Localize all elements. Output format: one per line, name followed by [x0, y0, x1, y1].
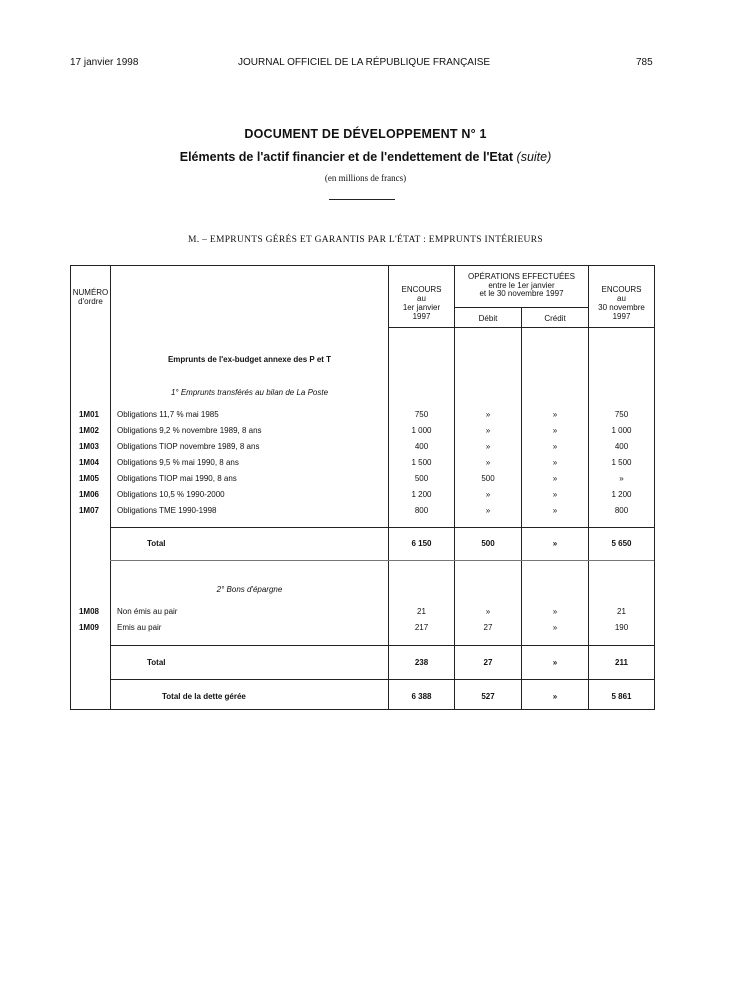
- row-label: Obligations 10,5 % 1990-2000: [117, 490, 385, 499]
- table-border-left: [70, 265, 71, 710]
- row-encours-end: 800: [614, 506, 629, 515]
- section-heading: M. – EMPRUNTS GÉRÉS ET GARANTIS PAR L'ÉTAT : EMPRUNTS INTÉRIEURS: [188, 235, 543, 245]
- row-credit: »: [552, 490, 558, 499]
- row-debit: »: [485, 442, 491, 451]
- subsection-title-1: 1° Emprunts transférés au bilan de La Poste: [170, 388, 329, 397]
- col-divider: [454, 265, 455, 710]
- total2-bottom-rule: [110, 679, 654, 680]
- row-label: Emis au pair: [117, 623, 385, 632]
- row-label: Obligations TIOP novembre 1989, 8 ans: [117, 442, 385, 451]
- row-credit: »: [552, 410, 558, 419]
- row-credit: »: [552, 623, 558, 632]
- row-encours-end: 1 500: [611, 458, 632, 467]
- row-debit: »: [485, 506, 491, 515]
- col-divider: [588, 265, 589, 710]
- row-credit: »: [552, 442, 558, 451]
- col-header-encours-end: ENCOURS au 30 novembre 1997: [598, 285, 645, 321]
- row-label: Obligations 9,5 % mai 1990, 8 ans: [117, 458, 385, 467]
- row-label: Obligations 11,7 % mai 1985: [117, 410, 385, 419]
- header-page-number: 785: [636, 57, 653, 68]
- document-subtitle: Eléments de l'actif financier et de l'endettement de l'Etat (suite): [179, 150, 552, 164]
- total2-top-rule: [110, 645, 654, 646]
- row-encours-start: 500: [414, 474, 429, 483]
- header-date: 17 janvier 1998: [70, 57, 139, 68]
- col-header-operations: OPÉRATIONS EFFECTUÉES entre le 1er janvier et le 30 novembre 1997: [468, 272, 575, 298]
- row-code: 1M01: [78, 410, 99, 419]
- row-code: 1M04: [78, 458, 99, 467]
- row-encours-end: 190: [614, 623, 629, 632]
- row-label: Obligations TIOP mai 1990, 8 ans: [117, 474, 385, 483]
- table-border-top: [70, 265, 655, 266]
- col-divider: [388, 265, 389, 710]
- row-debit: 27: [483, 623, 493, 632]
- document-title: DOCUMENT DE DÉVELOPPEMENT N° 1: [244, 127, 487, 141]
- row-code: 1M06: [78, 490, 99, 499]
- row-code: 1M09: [78, 623, 99, 632]
- row-debit: »: [485, 458, 491, 467]
- subsection-title-2: 2° Bons d'épargne: [216, 585, 283, 594]
- row-credit: »: [552, 474, 558, 483]
- row-code: 1M07: [78, 506, 99, 515]
- total1-bottom-rule: [110, 560, 654, 561]
- row-encours-start: 21: [417, 607, 426, 616]
- row-debit: »: [485, 426, 491, 435]
- row-encours-start: 1 000: [411, 426, 432, 435]
- row-debit: »: [485, 607, 491, 616]
- row-debit: 500: [481, 474, 495, 483]
- col-header-numero: NUMÉRO d'ordre: [72, 288, 109, 306]
- row-encours-start: 1 500: [411, 458, 432, 467]
- row-encours-end: 21: [617, 607, 626, 616]
- title-divider: [329, 199, 395, 200]
- col-divider: [110, 265, 111, 710]
- header-journal: JOURNAL OFFICIEL DE LA RÉPUBLIQUE FRANÇAISE: [238, 57, 491, 68]
- row-encours-end: 1 200: [611, 490, 632, 499]
- row-code: 1M03: [78, 442, 99, 451]
- row-encours-end: 750: [614, 410, 629, 419]
- total1-top-rule: [110, 527, 654, 528]
- row-credit: »: [552, 458, 558, 467]
- row-label: Obligations TME 1990-1998: [117, 506, 385, 515]
- row-label: Non émis au pair: [117, 607, 385, 616]
- col-header-encours-start: ENCOURS au 1er janvier 1997: [401, 285, 442, 321]
- row-credit: »: [552, 506, 558, 515]
- row-encours-end: »: [619, 474, 624, 483]
- row-debit: »: [485, 490, 491, 499]
- row-encours-start: 217: [414, 623, 429, 632]
- row-encours-start: 400: [414, 442, 429, 451]
- ops-header-divider: [454, 307, 588, 308]
- row-encours-start: 800: [414, 506, 429, 515]
- row-code: 1M05: [78, 474, 99, 483]
- row-code: 1M08: [78, 607, 99, 616]
- row-debit: »: [485, 410, 491, 419]
- row-encours-start: 1 200: [411, 490, 432, 499]
- table-border-right: [654, 265, 655, 710]
- col-header-credit: Crédit: [544, 314, 566, 323]
- row-credit: »: [552, 607, 558, 616]
- row-label: Obligations 9,2 % novembre 1989, 8 ans: [117, 426, 385, 435]
- row-credit: »: [552, 426, 558, 435]
- row-encours-end: 400: [614, 442, 629, 451]
- group-title: Emprunts de l'ex-budget annexe des P et T: [167, 355, 332, 364]
- table-border-bottom: [70, 709, 655, 710]
- col-header-debit: Débit: [478, 314, 498, 323]
- row-encours-start: 750: [414, 410, 429, 419]
- header-bottom-rule: [388, 327, 654, 328]
- unit-note: (en millions de francs): [324, 173, 407, 183]
- row-encours-end: 1 000: [611, 426, 632, 435]
- row-code: 1M02: [78, 426, 99, 435]
